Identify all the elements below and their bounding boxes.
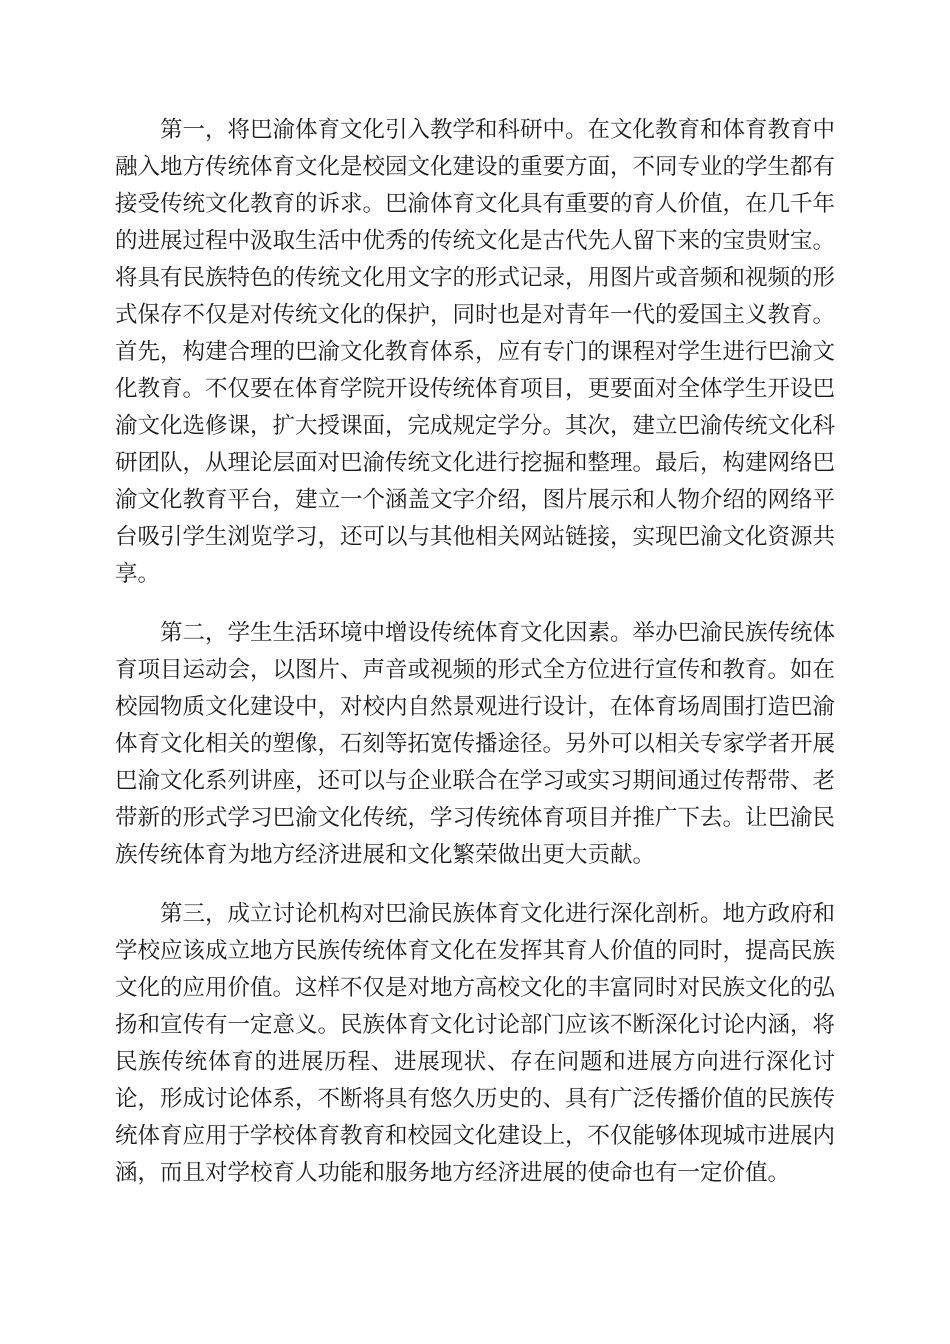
paragraph-gap [115,874,835,896]
text-line: 涵，而且对学校育人功能和服务地方经济进展的使命也有一定价值。 [115,1160,791,1186]
text-line: 将具有民族特色的传统文化用文字的形式记录，用图片或音频和视频的形 [115,265,836,291]
text-line: 化教育。不仅要在体育学院开设传统体育项目，更要面对全体学生开设巴 [115,376,836,402]
text-line: 带新的形式学习巴渝文化传统，学习传统体育项目并推广下去。让巴渝民 [115,805,836,831]
paragraph-3 [115,896,835,1192]
text-line: 台吸引学生浏览学习，还可以与其他相关网站链接，实现巴渝文化资源共 [115,524,836,550]
text-line: 体育文化相关的塑像，石刻等拓宽传播途径。另外可以相关专家学者开展 [115,731,836,757]
text-line: 校园物质文化建设中，对校内自然景观进行设计，在体育场周围打造巴渝 [115,694,836,720]
text-line: 统体育应用于学校体育教育和校园文化建设上，不仅能够体现城市进展内 [115,1123,836,1149]
text-line: 民族传统体育的进展历程、进展现状、存在问题和进展方向进行深化讨 [115,1049,835,1075]
text-line: 学校应该成立地方民族传统体育文化在发挥其育人价值的同时，提高民族 [115,938,836,964]
text-line: 第三，成立讨论机构对巴渝民族体育文化进行深化剖析。地方政府和 [160,901,836,927]
text-line: 渝文化选修课，扩大授课面，完成规定学分。其次，建立巴渝传统文化科 [115,413,836,439]
document-body [115,112,835,1192]
paragraph-1 [115,112,835,593]
text-line: 的进展过程中汲取生活中优秀的传统文化是古代先人留下来的宝贵财宝。 [115,228,836,254]
paragraph-2 [115,615,835,874]
text-line: 接受传统文化教育的诉求。巴渝体育文化具有重要的育人价值，在几千年 [115,191,836,217]
text-line: 第二，学生生活环境中增设传统体育文化因素。举办巴渝民族传统体 [160,620,836,646]
text-line: 研团队，从理论层面对巴渝传统文化进行挖掘和整理。最后，构建网络巴 [115,450,836,476]
text-line: 融入地方传统体育文化是校园文化建设的重要方面，不同专业的学生都有 [115,154,836,180]
text-line: 第一，将巴渝体育文化引入教学和科研中。在文化教育和体育教育中 [160,117,836,143]
text-line: 巴渝文化系列讲座，还可以与企业联合在学习或实习期间通过传帮带、老 [115,768,836,794]
text-line: 育项目运动会，以图片、声音或视频的形式全方位进行宣传和教育。如在 [115,657,836,683]
text-line: 扬和宣传有一定意义。民族体育文化讨论部门应该不断深化讨论内涵，将 [115,1012,836,1038]
text-line: 式保存不仅是对传统文化的保护，同时也是对青年一代的爱国主义教育。 [115,302,836,328]
text-line: 论，形成讨论体系，不断将具有悠久历史的、具有广泛传播价值的民族传 [115,1086,836,1112]
text-line: 文化的应用价值。这样不仅是对地方高校文化的丰富同时对民族文化的弘 [115,975,836,1001]
text-line: 享。 [115,561,161,587]
text-line: 渝文化教育平台，建立一个涵盖文字介绍，图片展示和人物介绍的网络平 [115,487,836,513]
paragraph-gap [115,593,835,615]
text-line: 首先，构建合理的巴渝文化教育体系，应有专门的课程对学生进行巴渝文 [115,339,836,365]
text-line: 族传统体育为地方经济进展和文化繁荣做出更大贡献。 [115,842,656,868]
